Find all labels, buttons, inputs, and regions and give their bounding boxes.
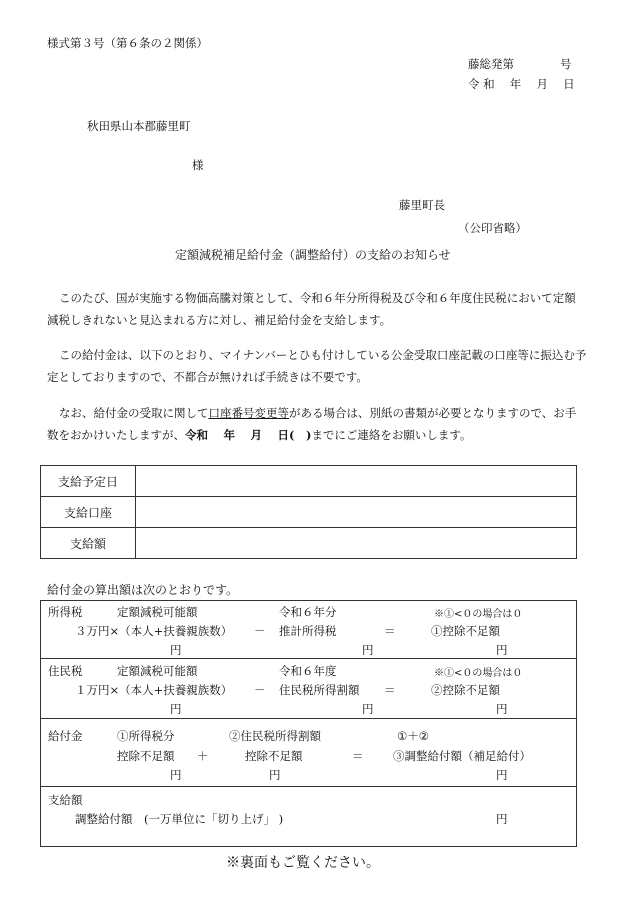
resident-income-levy: 住民税所得割額 [279,683,360,697]
payment-date-value [136,466,577,497]
income-tax-formula: ３万円×（本人+扶養親族数） [75,624,233,638]
income-tax-shortfall: ①控除不足額 [431,624,500,638]
payment-amount-label: 支給額 [41,528,136,559]
equals-sign: ＝ [384,624,396,638]
plus-sign: ＋ [197,749,209,763]
account-change-text: 口座番号変更等 [208,406,289,420]
adjustment-benefit-amount: ③調整給付額（補足給付） [393,749,531,763]
paragraph-3: なお、給付金の受取に関して口座番号変更等がある場合は、別紙の書類が必要となりますので、お手数をおかけいたしますが、令和 年 月 日( )までにご連絡をお願いします。 [47,406,577,442]
estimated-income-tax: 推計所得税 [279,624,337,638]
yen-unit: 円 [170,643,182,657]
payment-date-label: 支給予定日 [41,466,136,497]
yen-unit: 円 [496,643,508,657]
notice-title: 定額減税補足給付金（調整給付）の支給のお知らせ [175,248,451,262]
benefit-label: 給付金 [48,729,83,743]
table-row [41,466,577,497]
yen-unit: 円 [362,643,374,657]
yen-unit: 円 [362,702,374,716]
income-tax-section [41,601,576,659]
payment-amount-label: 支給額 [48,793,83,807]
calc-intro: 給付金の算出額は次のとおりです。 [47,583,239,597]
yen-unit: 円 [170,768,182,782]
yen-unit: 円 [269,768,281,782]
benefit-col3-head: ①＋② [397,729,430,743]
yen-unit: 円 [170,702,182,716]
payment-account-value [136,497,577,528]
resident-tax-col1-head: 定額減税可能額 [117,664,198,678]
equals-sign: ＝ [384,683,396,697]
benefit-section [41,719,576,787]
sender-name: 藤里町長 [399,198,445,212]
resident-tax-formula: １万円×（本人+扶養親族数） [75,683,233,697]
paragraph-2: この給付金は、以下のとおり、マイナンバーとひも付けしている公金受取口座記載の口座等に振込む予定としておりますので、不都合が無ければ手続きは不要です。 [47,348,587,384]
income-tax-col1-head: 定額減税可能額 [117,605,198,619]
deadline-date: 令和 年 月 日( ) [185,428,312,442]
payment-amount-formula: 調整給付額 (一万単位に「切り上げ」 ) [75,812,284,826]
addressee-honorific: 様 [192,158,204,172]
payment-amount-section [41,787,576,848]
equals-sign: ＝ [352,749,364,763]
table-row [41,528,577,559]
footer-note: ※裏面もご覧ください。 [226,855,380,871]
seal-note: （公印省略） [458,221,527,235]
benefit-col2-head: ②住民税所得割額 [229,729,321,743]
minus-sign: － [254,624,266,638]
addressee-location: 秋田県山本郡藤里町 [87,119,191,133]
form-number: 様式第３号（第６条の２関係） [47,36,208,50]
resident-tax-label: 住民税 [48,664,83,678]
resident-tax-note: ※①<０の場合は０ [434,668,523,679]
payment-account-label: 支給口座 [41,497,136,528]
income-tax-col2-head: 令和６年分 [279,605,337,619]
resident-tax-shortfall: ②控除不足額 [431,683,500,697]
benefit-col1-head: ①所得税分 [117,729,175,743]
calculation-box [40,600,577,847]
yen-unit: 円 [496,812,508,826]
income-tax-label: 所得税 [48,605,83,619]
payment-table [40,465,577,559]
yen-unit: 円 [496,768,508,782]
minus-sign: － [254,683,266,697]
benefit-col2-formula: 控除不足額 [245,749,303,763]
resident-tax-col2-head: 令和６年度 [279,664,337,678]
yen-unit: 円 [496,702,508,716]
benefit-col1-formula: 控除不足額 [117,749,175,763]
resident-tax-section [41,659,576,719]
table-row [41,497,577,528]
document-date: 令 和 年 月 日 [468,77,575,91]
document-number: 藤総発第 号 [468,57,572,71]
paragraph-1: このたび、国が実施する物価高騰対策として、令和６年分所得税及び令和６年度住民税において定額減税しきれないと見込まれる方に対し、補足給付金を支給します。 [47,291,576,327]
payment-amount-value [136,528,577,559]
income-tax-note: ※①<０の場合は０ [434,609,523,620]
